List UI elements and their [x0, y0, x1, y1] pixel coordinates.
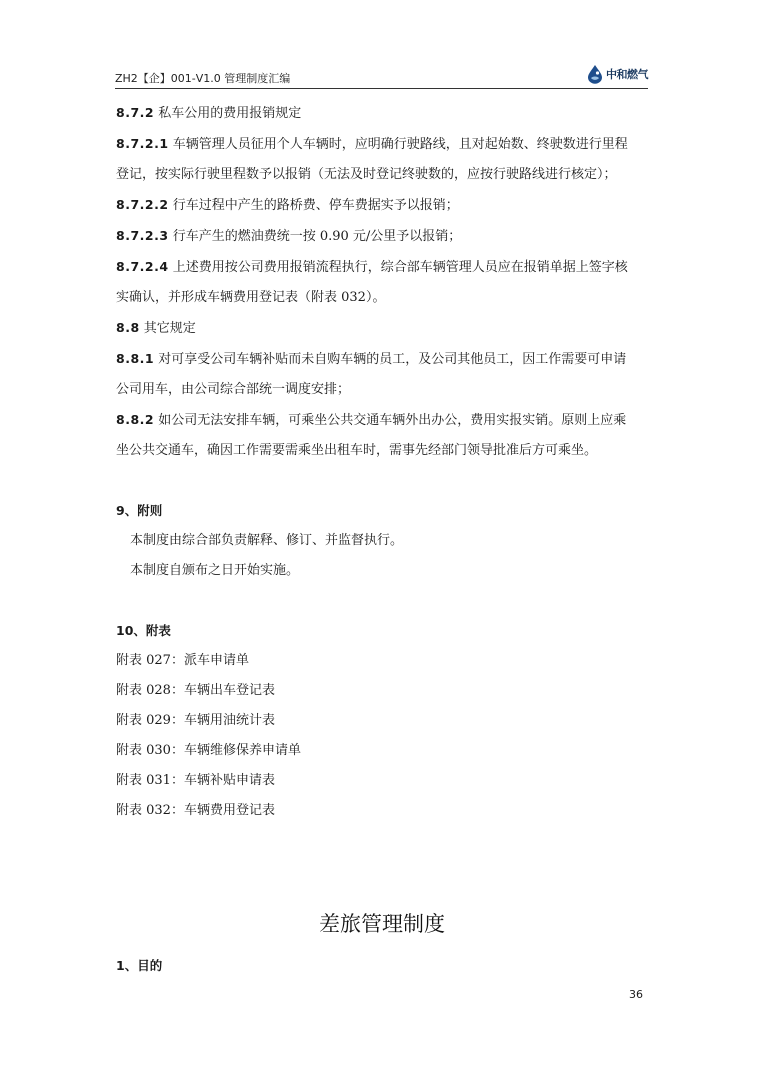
section-9-line: 本制度由综合部负责解释、修订、并监督执行。: [130, 533, 404, 548]
clause-8-7-2-1: [116, 129, 650, 160]
clause-text: 对可享受公司车辆补贴而未自购车辆的员工，及公司其他员工，因工作需要可申请: [158, 352, 627, 367]
clause-number: 8.7.2.2: [116, 197, 169, 212]
clause-8-8: [116, 313, 650, 344]
clause-number: 8.7.2.3: [116, 228, 169, 243]
appendix-item: 附表 027：派车申请单: [116, 653, 249, 668]
clause-text-continued: 公司用车，由公司综合部统一调度安排；: [116, 382, 351, 397]
clause-text: 行车产生的燃油费统一按 0.90 元/公里予以报销；: [172, 229, 462, 244]
section-1-heading: 1、目的: [116, 958, 163, 973]
clause-8-8-2: [116, 405, 650, 436]
section-9-line: 本制度自颁布之日开始实施。: [130, 563, 300, 578]
company-logo: [586, 62, 648, 86]
clause-text-continued: 实确认，并形成车辆费用登记表（附表 032）。: [116, 290, 386, 305]
clause-8-7-2-4: [116, 252, 650, 283]
document-title: 差旅管理制度: [319, 912, 445, 936]
document-body: [116, 98, 650, 826]
clause-number: 8.8.2: [116, 412, 155, 427]
clause-number: 8.7.2: [116, 105, 155, 120]
clause-text-continued: 登记，按实际行驶里程数予以报销（无法及时登记终驶数的，应按行驶路线进行核定）；: [116, 167, 617, 182]
clause-text: 车辆管理人员征用个人车辆时，应明确行驶路线，且对起始数、终驶数进行里程: [172, 137, 628, 152]
flame-drop-icon: [586, 64, 604, 84]
section-10-heading: 10、附表: [116, 623, 171, 638]
page-number: 36: [629, 988, 643, 1001]
clause-8-7-2-2: [116, 190, 650, 221]
appendix-item: 附表 032：车辆费用登记表: [116, 803, 275, 818]
clause-text: 私车公用的费用报销规定: [158, 106, 302, 121]
clause-number: 8.7.2.1: [116, 136, 169, 151]
clause-text: 行车过程中产生的路桥费、停车费据实予以报销；: [172, 198, 459, 213]
clause-number: 8.8: [116, 320, 140, 335]
clause-8-7-2: [116, 98, 650, 129]
clause-text: 如公司无法安排车辆，可乘坐公共交通车辆外出办公，费用实报实销。原则上应乘: [158, 413, 627, 428]
appendix-item: 附表 031：车辆补贴申请表: [116, 773, 275, 788]
clause-text-continued: 坐公共交通车，确因工作需要需乘坐出租车时，需事先经部门领导批准后方可乘坐。: [116, 443, 598, 458]
clause-8-7-2-3: [116, 221, 650, 252]
page-header: [115, 62, 648, 90]
logo-text: 中和燃气: [606, 68, 648, 81]
section-9-heading: 9、附则: [116, 503, 163, 518]
clause-number: 8.8.1: [116, 351, 155, 366]
appendix-item: 附表 030：车辆维修保养申请单: [116, 743, 301, 758]
header-divider: [115, 88, 648, 89]
appendix-item: 附表 028：车辆出车登记表: [116, 683, 275, 698]
clause-text: 其它规定: [143, 321, 196, 336]
clause-number: 8.7.2.4: [116, 259, 169, 274]
clause-text: 上述费用按公司费用报销流程执行，综合部车辆管理人员应在报销单据上签字核: [172, 260, 628, 275]
header-title: ZH2【企】001-V1.0 管理制度汇编: [115, 72, 291, 85]
clause-8-8-1: [116, 344, 650, 375]
appendix-item: 附表 029：车辆用油统计表: [116, 713, 275, 728]
